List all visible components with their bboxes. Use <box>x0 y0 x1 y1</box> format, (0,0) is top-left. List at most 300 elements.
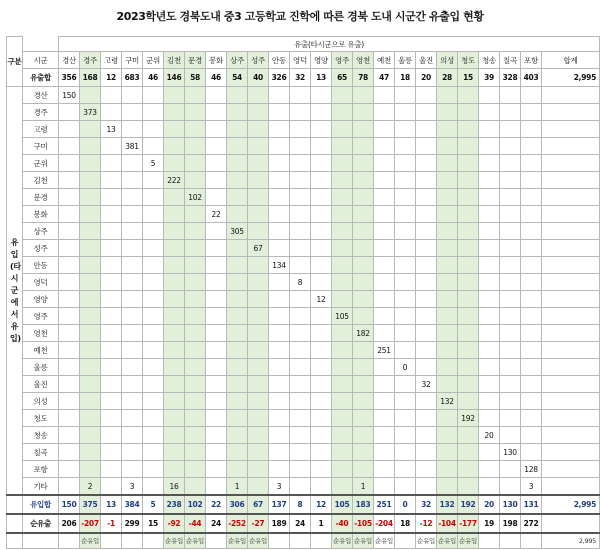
row-total-cell <box>542 461 600 478</box>
data-cell <box>101 223 122 240</box>
row-total-cell <box>542 257 600 274</box>
inflow-total-cell: 137 <box>269 495 290 514</box>
data-cell: 1 <box>227 478 248 496</box>
data-cell <box>206 223 227 240</box>
net-cell: 299 <box>122 514 143 533</box>
table-row <box>7 342 600 359</box>
data-cell <box>374 155 395 172</box>
data-cell <box>521 410 542 427</box>
column-header: 군위 <box>143 52 164 69</box>
table-row <box>7 478 600 496</box>
data-cell <box>143 410 164 427</box>
inflow-group-label <box>7 87 23 496</box>
side-blank-cell <box>7 514 23 533</box>
data-cell <box>479 274 500 291</box>
net-cell: 189 <box>269 514 290 533</box>
data-cell <box>458 427 479 444</box>
data-cell <box>374 461 395 478</box>
data-cell <box>59 223 80 240</box>
outflow-total-cell: 12 <box>101 69 122 87</box>
row-total-cell <box>542 325 600 342</box>
data-cell <box>416 104 437 121</box>
data-cell <box>227 206 248 223</box>
data-cell <box>479 342 500 359</box>
data-cell <box>353 274 374 291</box>
data-cell <box>521 274 542 291</box>
data-cell <box>500 189 521 206</box>
net-cell: -92 <box>164 514 185 533</box>
data-cell <box>395 155 416 172</box>
data-cell <box>353 291 374 308</box>
data-cell <box>122 359 143 376</box>
data-cell <box>269 291 290 308</box>
data-cell <box>374 325 395 342</box>
data-cell <box>122 461 143 478</box>
data-cell <box>185 427 206 444</box>
column-header: 문경 <box>185 52 206 69</box>
data-cell <box>206 104 227 121</box>
data-cell <box>248 308 269 325</box>
data-cell <box>164 359 185 376</box>
table-row <box>7 291 600 308</box>
data-cell <box>332 376 353 393</box>
data-cell <box>416 393 437 410</box>
data-cell <box>80 427 101 444</box>
header-blank-cell <box>23 37 59 52</box>
data-cell <box>353 308 374 325</box>
data-cell: 373 <box>80 104 101 121</box>
data-cell <box>290 155 311 172</box>
row-total-cell <box>542 291 600 308</box>
data-cell <box>143 138 164 155</box>
data-cell <box>269 138 290 155</box>
data-cell <box>290 189 311 206</box>
data-cell <box>248 461 269 478</box>
data-cell <box>59 291 80 308</box>
data-cell <box>269 461 290 478</box>
row-total-cell <box>542 172 600 189</box>
data-cell <box>227 427 248 444</box>
row-header: 포항 <box>23 461 59 478</box>
data-cell <box>374 206 395 223</box>
outflow-total-cell: 78 <box>353 69 374 87</box>
data-cell <box>101 87 122 104</box>
column-header: 영덕 <box>290 52 311 69</box>
data-cell <box>185 206 206 223</box>
data-cell <box>206 274 227 291</box>
data-cell <box>80 461 101 478</box>
data-cell <box>521 155 542 172</box>
data-cell <box>395 104 416 121</box>
data-cell <box>164 325 185 342</box>
data-cell <box>332 461 353 478</box>
data-cell <box>206 342 227 359</box>
data-cell <box>101 104 122 121</box>
data-cell <box>290 393 311 410</box>
data-cell <box>206 189 227 206</box>
row-total-cell <box>542 189 600 206</box>
data-cell <box>164 223 185 240</box>
net-status-cell <box>59 533 80 549</box>
data-cell <box>521 393 542 410</box>
data-cell <box>185 240 206 257</box>
data-cell: 12 <box>311 291 332 308</box>
inflow-total-cell: 150 <box>59 495 80 514</box>
data-cell <box>122 308 143 325</box>
data-cell <box>269 104 290 121</box>
row-header: 고령 <box>23 121 59 138</box>
data-cell <box>185 121 206 138</box>
data-cell <box>164 427 185 444</box>
data-cell <box>80 257 101 274</box>
data-cell <box>269 308 290 325</box>
data-cell <box>437 291 458 308</box>
data-cell: 32 <box>416 376 437 393</box>
data-cell <box>332 274 353 291</box>
net-cell: -27 <box>248 514 269 533</box>
data-cell <box>521 291 542 308</box>
data-cell <box>290 342 311 359</box>
data-cell <box>290 325 311 342</box>
data-cell <box>332 240 353 257</box>
data-cell <box>311 410 332 427</box>
column-header: 경주 <box>80 52 101 69</box>
table-row <box>7 325 600 342</box>
table-row <box>7 121 600 138</box>
data-cell <box>227 359 248 376</box>
inflow-total-cell: 105 <box>332 495 353 514</box>
column-header: 울진 <box>416 52 437 69</box>
data-cell <box>479 121 500 138</box>
outflow-total-cell: 54 <box>227 69 248 87</box>
table-row <box>7 444 600 461</box>
column-header: 포항 <box>521 52 542 69</box>
data-cell <box>374 87 395 104</box>
data-cell <box>80 206 101 223</box>
table-row <box>7 427 600 444</box>
data-cell <box>458 478 479 496</box>
data-cell <box>479 308 500 325</box>
outflow-group-label: 유출(타시군으로 유출) <box>59 37 600 52</box>
net-status-cell <box>101 533 122 549</box>
data-cell <box>416 444 437 461</box>
outflow-total-cell: 58 <box>185 69 206 87</box>
data-cell <box>437 206 458 223</box>
data-cell <box>395 478 416 496</box>
data-cell <box>395 308 416 325</box>
outflow-total-label: 유출합 <box>23 69 59 87</box>
net-status-cell <box>479 533 500 549</box>
net-status-cell: 순유입 <box>164 533 185 549</box>
data-cell <box>479 291 500 308</box>
data-cell <box>458 393 479 410</box>
data-cell <box>416 359 437 376</box>
row-header: 울진 <box>23 376 59 393</box>
data-cell <box>122 257 143 274</box>
data-cell <box>185 223 206 240</box>
data-cell <box>269 325 290 342</box>
data-cell <box>143 478 164 496</box>
data-cell <box>122 325 143 342</box>
outflow-total-cell: 356 <box>59 69 80 87</box>
row-header: 김천 <box>23 172 59 189</box>
data-cell <box>521 257 542 274</box>
outflow-total-cell: 13 <box>311 69 332 87</box>
data-cell <box>374 257 395 274</box>
data-cell <box>80 393 101 410</box>
outflow-total-cell: 20 <box>416 69 437 87</box>
data-cell: 0 <box>395 359 416 376</box>
inflow-grand-total: 2,995 <box>542 495 600 514</box>
data-cell <box>458 155 479 172</box>
data-cell <box>143 172 164 189</box>
data-cell <box>395 444 416 461</box>
column-header: 청송 <box>479 52 500 69</box>
data-cell <box>458 257 479 274</box>
inflow-total-cell: 132 <box>437 495 458 514</box>
data-cell <box>185 274 206 291</box>
data-cell <box>101 240 122 257</box>
data-cell <box>395 189 416 206</box>
data-cell <box>206 87 227 104</box>
data-cell <box>353 393 374 410</box>
data-cell <box>59 393 80 410</box>
data-cell <box>143 376 164 393</box>
data-cell <box>122 223 143 240</box>
data-cell: 1 <box>353 478 374 496</box>
inflow-total-label: 유입합 <box>23 495 59 514</box>
data-cell <box>101 444 122 461</box>
data-cell <box>374 104 395 121</box>
data-cell <box>248 172 269 189</box>
data-cell <box>185 325 206 342</box>
data-cell <box>122 206 143 223</box>
data-cell <box>143 87 164 104</box>
data-cell <box>479 189 500 206</box>
row-header: 영덕 <box>23 274 59 291</box>
data-cell <box>227 257 248 274</box>
data-cell: 16 <box>164 478 185 496</box>
data-cell <box>416 121 437 138</box>
data-cell <box>416 189 437 206</box>
data-cell <box>500 274 521 291</box>
outflow-total-cell: 328 <box>500 69 521 87</box>
data-cell <box>374 427 395 444</box>
data-cell <box>248 223 269 240</box>
data-cell <box>122 291 143 308</box>
data-cell <box>290 206 311 223</box>
data-cell <box>185 172 206 189</box>
data-cell <box>290 359 311 376</box>
data-cell <box>80 121 101 138</box>
row-header: 상주 <box>23 223 59 240</box>
data-cell <box>311 257 332 274</box>
data-cell <box>101 274 122 291</box>
data-cell <box>290 376 311 393</box>
data-cell <box>521 121 542 138</box>
data-cell <box>80 87 101 104</box>
column-header: 김천 <box>164 52 185 69</box>
data-cell: 222 <box>164 172 185 189</box>
data-cell <box>479 376 500 393</box>
outflow-total-cell: 28 <box>437 69 458 87</box>
data-cell <box>458 342 479 359</box>
data-cell <box>479 359 500 376</box>
data-cell <box>500 138 521 155</box>
data-cell <box>332 325 353 342</box>
data-cell <box>185 359 206 376</box>
data-cell <box>374 240 395 257</box>
data-cell <box>164 291 185 308</box>
data-cell <box>101 427 122 444</box>
data-cell <box>164 410 185 427</box>
data-cell <box>479 444 500 461</box>
data-cell <box>332 155 353 172</box>
row-header: 경주 <box>23 104 59 121</box>
data-cell <box>101 257 122 274</box>
data-cell <box>437 240 458 257</box>
data-cell <box>290 138 311 155</box>
data-cell <box>143 427 164 444</box>
data-cell: 13 <box>101 121 122 138</box>
data-cell <box>248 342 269 359</box>
data-cell <box>500 291 521 308</box>
data-cell: 8 <box>290 274 311 291</box>
column-header: 영천 <box>353 52 374 69</box>
data-cell <box>143 325 164 342</box>
data-cell <box>332 410 353 427</box>
data-cell <box>500 410 521 427</box>
data-cell <box>458 461 479 478</box>
data-cell <box>458 444 479 461</box>
data-cell <box>122 410 143 427</box>
data-cell <box>437 172 458 189</box>
data-cell <box>101 189 122 206</box>
outflow-total-cell: 40 <box>248 69 269 87</box>
data-cell <box>458 308 479 325</box>
inflow-total-cell: 375 <box>80 495 101 514</box>
outflow-total-cell: 403 <box>521 69 542 87</box>
data-cell <box>290 87 311 104</box>
data-cell <box>395 172 416 189</box>
inflow-total-cell: 192 <box>458 495 479 514</box>
data-cell <box>248 104 269 121</box>
data-cell <box>416 155 437 172</box>
net-cell: -105 <box>353 514 374 533</box>
data-cell <box>101 376 122 393</box>
data-cell <box>59 308 80 325</box>
row-header: 군위 <box>23 155 59 172</box>
row-header: 의성 <box>23 393 59 410</box>
table-row <box>7 308 600 325</box>
row-total-cell <box>542 138 600 155</box>
data-cell <box>143 308 164 325</box>
inflow-total-cell: 131 <box>521 495 542 514</box>
data-cell <box>101 138 122 155</box>
inflow-total-cell: 238 <box>164 495 185 514</box>
data-cell <box>185 308 206 325</box>
data-cell <box>206 359 227 376</box>
data-cell <box>206 376 227 393</box>
row-total-cell <box>542 342 600 359</box>
data-cell <box>521 172 542 189</box>
data-cell <box>122 87 143 104</box>
net-cell: -40 <box>332 514 353 533</box>
row-header: 영천 <box>23 325 59 342</box>
data-cell <box>395 393 416 410</box>
data-cell <box>332 189 353 206</box>
data-cell <box>437 104 458 121</box>
data-cell <box>437 87 458 104</box>
data-cell <box>227 87 248 104</box>
row-header: 경산 <box>23 87 59 104</box>
inflow-total-cell: 67 <box>248 495 269 514</box>
data-cell <box>185 444 206 461</box>
data-cell <box>185 342 206 359</box>
data-cell <box>101 342 122 359</box>
data-cell <box>437 121 458 138</box>
data-cell <box>122 274 143 291</box>
data-cell <box>353 461 374 478</box>
data-cell <box>206 478 227 496</box>
migration-table <box>6 36 600 549</box>
data-cell <box>374 478 395 496</box>
outflow-total-cell: 32 <box>290 69 311 87</box>
data-cell <box>437 223 458 240</box>
data-cell <box>437 155 458 172</box>
row-total-cell <box>542 427 600 444</box>
net-cell: -252 <box>227 514 248 533</box>
data-cell <box>311 189 332 206</box>
data-cell <box>290 223 311 240</box>
data-cell <box>416 325 437 342</box>
data-cell <box>332 444 353 461</box>
data-cell <box>521 342 542 359</box>
column-header: 봉화 <box>206 52 227 69</box>
data-cell <box>164 376 185 393</box>
table-row <box>7 274 600 291</box>
data-cell <box>353 257 374 274</box>
data-cell <box>164 444 185 461</box>
net-status-row <box>7 533 600 549</box>
data-cell <box>206 155 227 172</box>
data-cell <box>269 359 290 376</box>
data-cell <box>101 478 122 496</box>
row-total-cell <box>542 308 600 325</box>
data-cell <box>416 291 437 308</box>
data-cell <box>521 359 542 376</box>
data-cell <box>269 155 290 172</box>
data-cell <box>353 427 374 444</box>
inflow-total-cell: 306 <box>227 495 248 514</box>
data-cell <box>185 87 206 104</box>
data-cell <box>521 240 542 257</box>
data-cell <box>185 393 206 410</box>
net-status-cell: 순유입 <box>353 533 374 549</box>
data-cell <box>437 359 458 376</box>
data-cell <box>332 257 353 274</box>
data-cell <box>185 104 206 121</box>
data-cell <box>59 342 80 359</box>
data-cell <box>416 478 437 496</box>
data-cell <box>374 121 395 138</box>
data-cell <box>143 240 164 257</box>
data-cell <box>374 291 395 308</box>
data-cell: 105 <box>332 308 353 325</box>
data-cell <box>101 325 122 342</box>
row-header: 칠곡 <box>23 444 59 461</box>
net-cell: -104 <box>437 514 458 533</box>
